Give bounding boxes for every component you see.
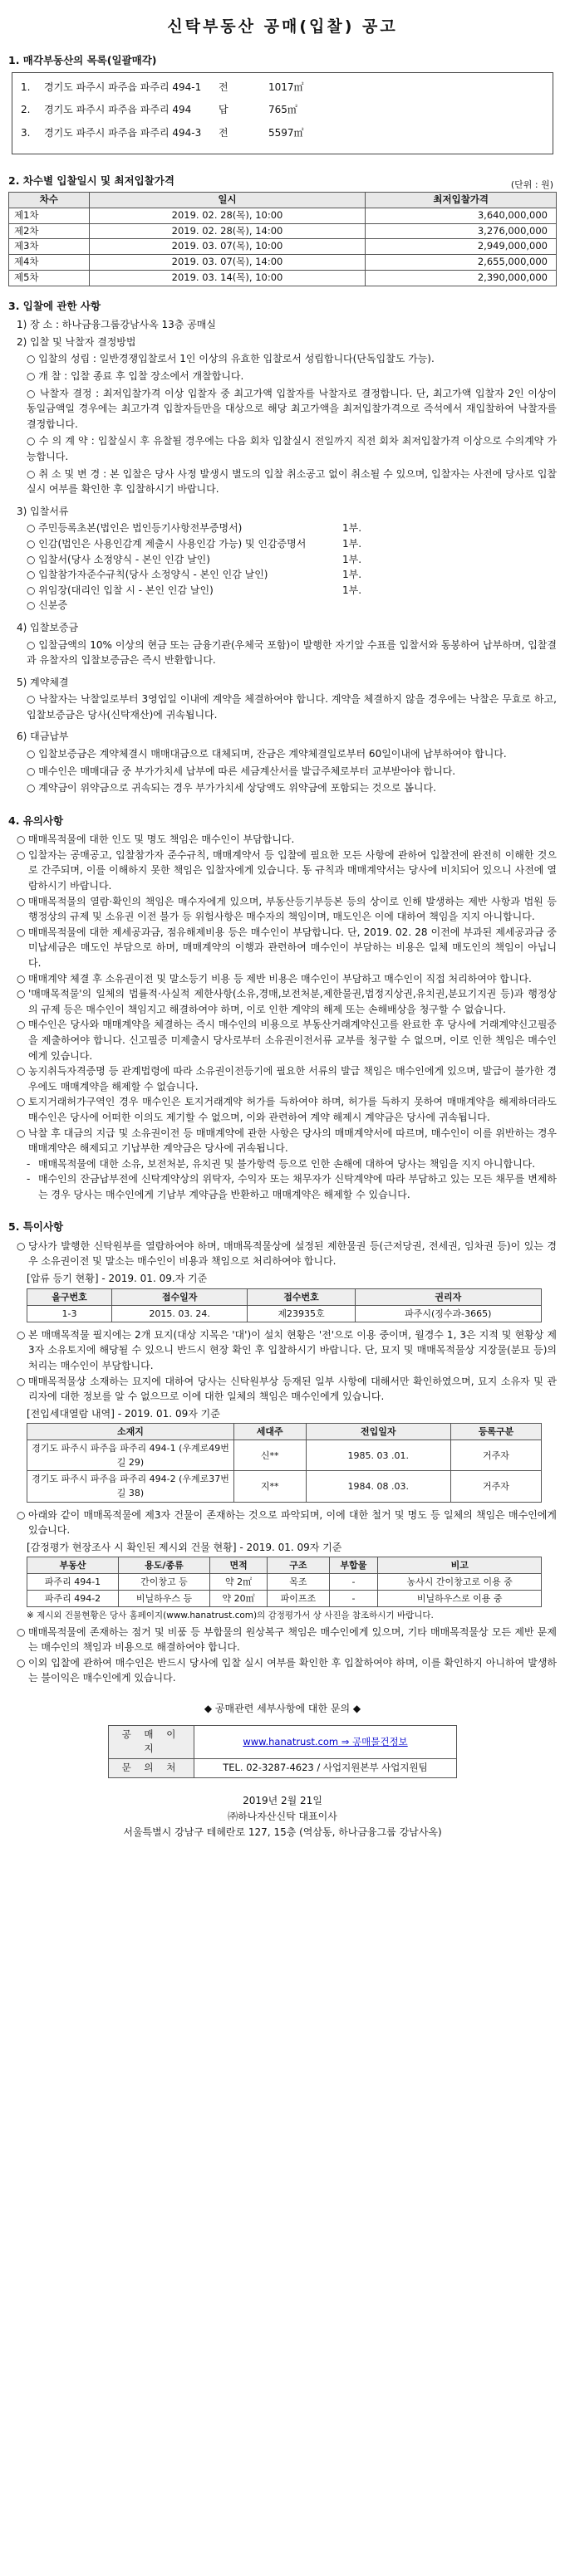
property-no: 3. <box>21 127 31 139</box>
caution-text: 매수인은 당사와 매매계약을 체결하는 즉시 매수인의 비용으로 부동산거래계약신고를 완료한 후 당사에 거래계약신고필증을 제출하여야 합니다. 신고필증 미제출시 당사로부터 소유권이전서류 교부를 청구할 수 없으며, 이로 인한 책임은 매수인에게 있습니다. <box>28 1019 557 1062</box>
price-cell: 3,276,000,000 <box>366 223 557 239</box>
column-header: 비고 <box>378 1557 542 1574</box>
table-cell: 1985. 03 .01. <box>306 1440 451 1471</box>
inquiry-banner: ◆ 공매관련 세부사항에 대한 문의 ◆ <box>204 1703 361 1715</box>
column-header: 구조 <box>268 1557 329 1574</box>
structure-table <box>27 1557 542 1607</box>
special-text: 아래와 같이 매매목적물에 제3자 건물이 존재하는 것으로 파악되며, 이에 대한 철거 및 명도 등 일체의 책임은 매수인에게 있습니다. <box>28 1508 557 1537</box>
footer-company: ㈜하나자산신탁 대표이사 <box>228 1811 337 1823</box>
list-item: ○ 입찰자는 공매공고, 입찰참가자 준수규칙, 매매계약서 등 입찰에 필요한 모든 사항에 관하여 입찰전에 완전히 이해한 것으로 간주되며, 이를 이해하지 못한 책임은 입찰자에게 있습니다. 동 규칙과 매매계약서는 당사에 비치되어 있으니 사전에 열람하시기 바랍니다. <box>17 848 557 894</box>
table-cell: 경기도 파주시 파주읍 파주리 494-1 (우계로49번길 29) <box>27 1440 234 1471</box>
table-cell: 파주시(징수과-3665) <box>355 1305 541 1322</box>
table-cell: 간이창고 등 <box>119 1574 210 1591</box>
document-name: ○ 입찰참가자준수규칙(당사 소정양식 - 본인 인감 날인) <box>27 569 268 581</box>
document-item <box>27 521 557 536</box>
round-cell: 제2차 <box>9 223 90 239</box>
list-item: ○ 낙찰 후 대금의 지급 및 소유권이전 등 매매계약에 관한 사항은 당사의 매매계약서에 따르며, 매수인이 이를 위반하는 경우 매매계약은 해제되고 기납부한 계약금은 당사에 귀속됩니다. <box>17 1126 557 1156</box>
document-name: ○ 입찰서(당사 소정양식 - 본인 인감 날인) <box>27 553 210 565</box>
table-row <box>27 1591 542 1607</box>
rule-text: ○ 입찰보증금은 계약체결시 매매대금으로 대체되며, 잔금은 계약체결일로부터 60일이내에 납부하여야 합니다. <box>27 748 507 760</box>
document-item <box>27 583 557 599</box>
seizure-table <box>27 1288 542 1322</box>
property-type: 답 <box>219 104 228 116</box>
table-cell: 목조 <box>268 1574 329 1591</box>
table-cell: 비닐하우스로 이용 중 <box>378 1591 542 1607</box>
list-item: ○ 농지취득자격증명 등 관계법령에 따라 소유권이전등기에 필요한 서류의 발급 책임은 매수인에게 있으며, 발급이 불가한 경우에도 매매계약을 해제할 수 없습니다. <box>17 1063 557 1094</box>
list-item: ○ 매매계약 체결 후 소유권이전 및 말소등기 비용 등 제반 비용은 매수인이 부담하고 매수인이 직접 처리하여야 합니다. <box>17 971 557 987</box>
contact-label: 문 의 처 <box>109 1759 194 1778</box>
column-header: 일시 <box>89 192 366 208</box>
homepage-link[interactable] <box>194 1725 457 1759</box>
table-cell: 제23935호 <box>248 1305 355 1322</box>
table-row <box>109 1725 457 1759</box>
rule-text: ○ 수 의 계 약 : 입찰실시 후 유찰될 경우에는 다음 회차 입찰실시 전일까지 직전 회차 최저입찰가격 이상으로 수의계약 가능합니다. <box>27 435 557 462</box>
page-title: 신탁부동산 공매(입찰) 공고 <box>167 17 398 36</box>
table-cell: 파주리 494-2 <box>27 1591 119 1607</box>
table-row <box>9 271 557 286</box>
caution-text: 입찰자는 공매공고, 입찰참가자 준수규칙, 매매계약서 등 입찰에 필요한 모든 사항에 관하여 입찰전에 완전히 이해한 것으로 간주되며, 이를 이해하지 못한 책임은 입찰자에게 있습니다. 동 규칙과 매매계약서는 당사에 비치되어 있으니 사전에 열람하시기 바랍니다. <box>28 848 557 892</box>
resident-table <box>27 1423 542 1502</box>
column-header: 전입일자 <box>306 1424 451 1440</box>
datetime-cell: 2019. 03. 07(목), 10:00 <box>89 239 366 255</box>
caution-text: '매매목적물'의 일체의 법률적·사실적 제한사항(소유,경매,보전처분,제한물권,법정지상권,유치권,분묘기지권 등)과 행정상의 규제 등은 매수인이 책임지고 해결하여야 하며, 이로 인한 계약의 해제 또는 손해배상을 청구할 수 없습니다. <box>28 988 557 1015</box>
table-cell: - <box>329 1574 378 1591</box>
list-item: ○ 본 매매목적물 필지에는 2개 묘지(대상 지목은 '대')이 설치 현황은 '전'으로 이용 중이며, 월경수 1, 3은 지적 및 현황상 제3자 소유토지에 해당될 수 있으니 반드시 현장 확인 후 입찰하시기 바랍니다. 단, 묘지 및 매매목적물상 지장물(분묘 등)의 처리는 매수인이 부담합니다. <box>17 1327 557 1374</box>
table-cell: 파주리 494-1 <box>27 1574 119 1591</box>
subsection-heading: 6) 대금납부 <box>17 731 69 743</box>
property-row <box>21 80 544 95</box>
column-header: 접수번호 <box>248 1288 355 1305</box>
list-item: ○ 아래와 같이 매매목적물에 제3자 건물이 존재하는 것으로 파악되며, 이에 대한 철거 및 명도 등 일체의 책임은 매수인에게 있습니다. <box>17 1508 557 1538</box>
contact-value: TEL. 02-3287-4623 / 사업지원본부 사업지원팀 <box>194 1759 457 1778</box>
rule-text: ○ 낙찰자는 낙찰일로부터 3영업일 이내에 계약을 체결하여야 합니다. 계약을 체결하지 않을 경우에는 낙찰은 무효로 하고, 입찰보증금은 당사(신탁재산)에 귀속됩니다. <box>27 693 557 721</box>
document-item <box>27 598 557 613</box>
list-item: ○ 토지거래허가구역인 경우 매수인은 토지거래계약 허가를 득하여야 하며, 허가를 득하지 못하여 매매계약을 해제하더라도 매수인은 당사에 어떠한 이의도 제기할 수 없으며, 이와 관련하여 계약 해제시 계약금은 당사에 귀속됩니다. <box>17 1094 557 1125</box>
round-cell: 제1차 <box>9 208 90 223</box>
column-header: 세대주 <box>234 1424 307 1440</box>
contact-label: 공 매 이 지 <box>109 1725 194 1759</box>
document-item <box>27 536 557 552</box>
table-note: ※ 제시외 건물현황은 당사 홈페이지(www.hanatrust.com)의 감정평가서 상 사진을 참조하시기 바랍니다. <box>27 1611 434 1621</box>
column-header: 최저입찰가격 <box>366 192 557 208</box>
list-item: ○ 매매목적물의 열람·확인의 책임은 매수자에게 있으며, 부동산등기부등본 등의 상이로 인해 발생하는 제반 사항과 법원 등 행정상의 규제 및 소유권 이전 불가 등 위험사항은 매수자의 책임이며, 매도인은 이에 대하여 책임을 지지 아니합니다. <box>17 894 557 925</box>
caution-text: 매수인의 잔금납부전에 신탁계약상의 위탁자, 수익자 또는 채무자가 신탁계약에 따라 부담하고 있는 모든 채무를 변제하는 경우 당사는 매수인에게 기납부 계약금을 반환하고 매매계약은 해제할 수 있습니다. <box>38 1173 557 1200</box>
column-header: 차수 <box>9 192 90 208</box>
document-count: 1부. <box>342 537 362 550</box>
list-item: ○ 매매목적물에 존재하는 점거 및 비품 등 부합물의 원상복구 책임은 매수인에게 있으며, 기타 매매목적물상 모든 제반 문제는 매수인의 책임과 비용으로 해결하여야 합니다. <box>17 1625 557 1655</box>
price-cell: 3,640,000,000 <box>366 208 557 223</box>
table-cell: 비닐하우스 등 <box>119 1591 210 1607</box>
caution-text: 토지거래허가구역인 경우 매수인은 토지거래계약 허가를 득하여야 하며, 허가를 득하지 못하여 매매계약을 해제하더라도 매수인은 당사에 어떠한 이의도 제기할 수 없으며, 이와 관련하여 계약 해제시 계약금은 당사에 귀속됩니다. <box>28 1096 557 1123</box>
property-row <box>21 102 544 118</box>
list-item: ○ 매매목적물에 대한 제세공과금, 점유해제비용 등은 매수인이 부담합니다. 단, 2019. 02. 28 이전에 부과된 제세공과금 중 미납세금은 매도인 부담으로 하며, 매매계약의 이행과 관련하여 매수인이 부담하는 비용은 일체 매도인의 책임이 아닙니다. <box>17 925 557 971</box>
footer <box>8 1793 557 1841</box>
document-count: 1부. <box>342 584 362 596</box>
rule-text: ○ 낙찰자 결정 : 최저입찰가격 이상 입찰자 중 최고가액 입찰자를 낙찰자로 결정합니다. 단, 최고가액 입찰자 2인 이상이 동일금액일 경우에는 최고가격 입찰자들만을 대상으로 해당 최고가액을 최저입찰가격으로 즉석에서 재입찰하여 낙찰자를 결정합니다. <box>27 387 557 430</box>
document-item <box>27 552 557 568</box>
property-address: 경기도 파주시 파주읍 파주리 494-1 <box>44 81 202 93</box>
table-cell: 거주자 <box>451 1471 542 1502</box>
column-header: 소재지 <box>27 1424 234 1440</box>
list-item: - 매매목적물에 대한 소유, 보전처분, 유치권 및 불가항력 등으로 인한 손해에 대하여 당사는 책임을 지지 아니합니다. <box>27 1156 557 1172</box>
table-cell: 파이프조 <box>268 1591 329 1607</box>
section-3-heading: 3. 입찰에 관한 사항 <box>8 299 101 312</box>
caution-text: 매매계약 체결 후 소유권이전 및 말소등기 비용 등 제반 비용은 매수인이 부담하고 매수인이 직접 처리하여야 합니다. <box>28 972 532 985</box>
footer-address: 서울특별시 강남구 테헤란로 127, 15층 (역삼동, 하나금융그룹 강남사옥) <box>123 1826 442 1839</box>
section-4-heading: 4. 유의사항 <box>8 814 64 827</box>
property-address: 경기도 파주시 파주읍 파주리 494 <box>44 104 192 116</box>
column-header: 등록구분 <box>451 1424 542 1440</box>
table-cell: 농사시 간이창고로 이용 중 <box>378 1574 542 1591</box>
property-area: 5597㎡ <box>268 127 304 139</box>
document-count: 1부. <box>342 569 362 581</box>
column-header: 부합물 <box>329 1557 378 1574</box>
caution-text: 매매목적물의 열람·확인의 책임은 매수자에게 있으며, 부동산등기부등본 등의 상이로 인해 발생하는 제반 사항과 법원 등 행정상의 규제 및 소유권 이전 불가 등 위험사항은 매수자의 책임이며, 매도인은 이에 대하여 책임을 지지 아니합니다. <box>28 895 557 923</box>
special-text: 이외 입찰에 관하여 매수인은 반드시 당사에 입찰 실시 여부를 확인한 후 입찰하여야 하며, 이를 확인하지 아니하여 발생하는 불이익은 매수인에게 있습니다. <box>28 1656 557 1684</box>
round-cell: 제3차 <box>9 239 90 255</box>
datetime-cell: 2019. 03. 14(목), 10:00 <box>89 271 366 286</box>
table-row <box>27 1440 542 1471</box>
document-count: 1부. <box>342 553 362 565</box>
table-cell: 2015. 03. 24. <box>112 1305 248 1322</box>
list-item: ○ 당사가 발행한 신탁원부를 열람하여야 하며, 매매목적물상에 설정된 제한물권 등(근저당권, 전세권, 임차권 등)이 있는 경우 소유권이전 및 말소는 매수인이 비용과 책임으로 처리하여야 합니다. <box>17 1239 557 1269</box>
table-cell: 거주자 <box>451 1440 542 1471</box>
table-row <box>109 1759 457 1778</box>
list-item: ○ '매매목적물'의 일체의 법률적·사실적 제한사항(소유,경매,보전처분,제한물권,법정지상권,유치권,분묘기지권 등)과 행정상의 규제 등은 매수인이 책임지고 해결하여야 하며, 이로 인한 계약의 해제 또는 손해배상을 청구할 수 없습니다. <box>17 986 557 1017</box>
property-area: 1017㎡ <box>268 81 304 93</box>
table-cell: 1-3 <box>27 1305 112 1322</box>
subsection-heading: 5) 계약체결 <box>17 676 69 688</box>
table-cell: 지** <box>234 1471 307 1502</box>
subsection-heading: 4) 입찰보증금 <box>17 621 79 633</box>
price-cell: 2,655,000,000 <box>366 255 557 271</box>
table-cell: 약 2㎡ <box>209 1574 267 1591</box>
column-header: 용도/종류 <box>119 1557 210 1574</box>
caution-text: 매매목적물에 대한 인도 및 명도 책임은 매수인이 부담합니다. <box>28 833 295 846</box>
list-item: ○ 매매목적물상 소재하는 묘지에 대하여 당사는 신탁원부상 등재된 일부 사항에 대해서만 확인하였으며, 묘지 소유자 및 관리자에 대한 정보를 알 수 없으므로 이에 대한 일체의 책임은 매수인에게 있습니다. <box>17 1374 557 1405</box>
caution-text: 농지취득자격증명 등 관계법령에 따라 소유권이전등기에 필요한 서류의 발급 책임은 매수인에게 있으며, 발급이 불가한 경우에도 매매계약을 해제할 수 없습니다. <box>28 1065 557 1092</box>
property-no: 1. <box>21 81 31 93</box>
special-text: 매매목적물상 소재하는 묘지에 대하여 당사는 신탁원부상 등재된 일부 사항에 대해서만 확인하였으며, 묘지 소유자 및 관리자에 대한 정보를 알 수 없으므로 이에 대한 일체의 책임은 매수인에게 있습니다. <box>28 1375 557 1403</box>
place-line: 1) 장 소 : 하나금융그룹강남사옥 13층 공매실 <box>17 319 216 331</box>
document-name: ○ 신분증 <box>27 599 68 612</box>
property-type: 전 <box>219 81 228 93</box>
homepage-link-text[interactable]: www.hanatrust.com ⇒ 공매물건정보 <box>243 1735 408 1747</box>
table-row <box>9 208 557 223</box>
price-cell: 2,390,000,000 <box>366 271 557 286</box>
table-row <box>9 239 557 255</box>
list-item: - 매수인의 잔금납부전에 신탁계약상의 위탁자, 수익자 또는 채무자가 신탁계약에 따라 부담하고 있는 모든 채무를 변제하는 경우 당사는 매수인에게 기납부 계약금을 반환하고 매매계약은 해제할 수 있습니다. <box>27 1171 557 1202</box>
column-header: 권리자 <box>355 1288 541 1305</box>
column-header: 면적 <box>209 1557 267 1574</box>
document-name: ○ 주민등록초본(법인은 법인등기사항전부증명서) <box>27 522 243 535</box>
unit-label: (단위 : 원) <box>510 178 553 190</box>
round-cell: 제5차 <box>9 271 90 286</box>
property-type: 전 <box>219 127 228 139</box>
datetime-cell: 2019. 02. 28(목), 14:00 <box>89 223 366 239</box>
table-header-row <box>9 192 557 208</box>
list-item: ○ 매매목적물에 대한 인도 및 명도 책임은 매수인이 부담합니다. <box>17 832 557 848</box>
column-header: 접수일자 <box>112 1288 248 1305</box>
rule-text: ○ 취 소 및 변 경 : 본 입찰은 당사 사정 발생시 별도의 입찰 취소공고 없이 취소될 수 있으며, 입찰자는 사전에 당사로 입찰 실시 여부를 확인한 후 입찰하시기 바랍니다. <box>27 467 557 496</box>
column-header: 을구번호 <box>27 1288 112 1305</box>
datetime-cell: 2019. 02. 28(목), 10:00 <box>89 208 366 223</box>
datetime-cell: 2019. 03. 07(목), 14:00 <box>89 255 366 271</box>
table-cell: 경기도 파주시 파주읍 파주리 494-2 (우계로37번길 38) <box>27 1471 234 1502</box>
table-cell: 약 20㎡ <box>209 1591 267 1607</box>
section-1-heading: 1. 매각부동산의 목록(일괄매각) <box>8 54 157 67</box>
table-caption: [압류 등기 현황] - 2019. 01. 09.자 기준 <box>27 1273 208 1285</box>
table-row <box>9 223 557 239</box>
document-item <box>27 567 557 583</box>
price-cell: 2,949,000,000 <box>366 239 557 255</box>
section-5-heading: 5. 특이사항 <box>8 1220 64 1234</box>
rule-text: ○ 입찰의 성립 : 일반경쟁입찰로서 1인 이상의 유효한 입찰로서 성립합니다(단독입찰도 가능). <box>27 353 435 365</box>
table-cell: - <box>329 1591 378 1607</box>
property-address: 경기도 파주시 파주읍 파주리 494-3 <box>44 127 202 139</box>
property-row <box>21 125 544 141</box>
property-list <box>12 72 553 154</box>
special-text: 본 매매목적물 필지에는 2개 묘지(대상 지목은 '대')이 설치 현황은 '전'으로 이용 중이며, 월경수 1, 3은 지적 및 현황상 제3자 소유토지에 해당될 수 있으니 반드시 현장 확인 후 입찰하시기 바랍니다. 단, 묘지 및 매매목적물상 지장물(분묘 등)의 처리는 매수인이 부담합니다. <box>28 1328 557 1371</box>
document-name: ○ 인감(법인은 사용인감계 제출시 사용인감 가능) 및 인감증명서 <box>27 537 307 550</box>
rule-text: ○ 개 찰 : 입찰 종료 후 입찰 장소에서 개찰합니다. <box>27 370 244 382</box>
table-caption: [감정평가 현장조사 시 확인된 제시외 건물 현황] - 2019. 01. 09자 기준 <box>27 1541 342 1553</box>
caution-text: 매매목적물에 대한 제세공과금, 점유해제비용 등은 매수인이 부담합니다. 단, 2019. 02. 28 이전에 부과된 제세공과금 중 미납세금은 매도인 부담으로 하며, 매매계약의 이행과 관련하여 매수인이 부담하는 비용은 일체 매도인의 책임이 아닙니다. <box>28 926 557 969</box>
table-row <box>9 255 557 271</box>
section-2-heading: 2. 차수별 입찰일시 및 최저입찰가격 <box>8 174 174 187</box>
document-count: 1부. <box>342 522 362 535</box>
column-header: 부동산 <box>27 1557 119 1574</box>
list-item: ○ 매수인은 당사와 매매계약을 체결하는 즉시 매수인의 비용으로 부동산거래계약신고를 완료한 후 당사에 거래계약신고필증을 제출하여야 합니다. 신고필증 미제출시 당사로부터 소유권이전서류 교부를 청구할 수 없으며, 이로 인한 책임은 매수인에게 있습니다. <box>17 1017 557 1063</box>
rule-text: ○ 계약금이 위약금으로 귀속되는 경우 부가가치세 상당액도 위약금에 포함되는 것으로 봅니다. <box>27 782 436 794</box>
special-text: 매매목적물에 존재하는 점거 및 비품 등 부합물의 원상복구 책임은 매수인에게 있으며, 기타 매매목적물상 모든 제반 문제는 매수인의 책임과 비용으로 해결하여야 합니다. <box>28 1625 557 1654</box>
table-caption: [전입세대열람 내역] - 2019. 01. 09자 기준 <box>27 1407 220 1420</box>
bid-schedule-table <box>8 192 557 286</box>
round-cell: 제4차 <box>9 255 90 271</box>
footer-date: 2019년 2월 21일 <box>243 1795 322 1807</box>
subsection-heading: 2) 입찰 및 낙찰자 결정방법 <box>17 335 136 348</box>
property-no: 2. <box>21 104 31 116</box>
caution-text: 낙찰 후 대금의 지급 및 소유권이전 등 매매계약에 관한 사항은 당사의 매매계약서에 따르며, 매수인이 이를 위반하는 경우 매매계약은 해제되고 기납부한 계약금은 당사에 귀속됩니다. <box>28 1127 557 1155</box>
table-row <box>27 1471 542 1502</box>
property-area: 765㎡ <box>268 104 297 116</box>
special-text: 당사가 발행한 신탁원부를 열람하여야 하며, 매매목적물상에 설정된 제한물권 등(근저당권, 전세권, 임차권 등)이 있는 경우 소유권이전 및 말소는 매수인이 비용과 책임으로 처리하여야 합니다. <box>28 1239 557 1268</box>
table-cell: 신** <box>234 1440 307 1471</box>
table-cell: 1984. 08 .03. <box>306 1471 451 1502</box>
document-name: ○ 위임장(대리인 입찰 시 - 본인 인감 날인) <box>27 584 214 596</box>
rule-text: ○ 매수인은 매매대금 중 부가가치세 납부에 따른 세금계산서를 발급주체로부터 교부받아야 합니다. <box>27 765 456 777</box>
caution-text: 매매목적물에 대한 소유, 보전처분, 유치권 및 불가항력 등으로 인한 손해에 대하여 당사는 책임을 지지 아니합니다. <box>38 1157 536 1170</box>
rule-text: ○ 입찰금액의 10% 이상의 현금 또는 금융기관(우체국 포함)이 발행한 자기앞 수표를 입찰서와 동봉하여 납부하며, 입찰결과 유찰자의 입찰보증금은 즉시 반환합니다. <box>27 638 557 667</box>
contact-table <box>108 1725 457 1778</box>
list-item: ○ 이외 입찰에 관하여 매수인은 반드시 당사에 입찰 실시 여부를 확인한 후 입찰하여야 하며, 이를 확인하지 아니하여 발생하는 불이익은 매수인에게 있습니다. <box>17 1655 557 1686</box>
table-row <box>27 1574 542 1591</box>
table-row <box>27 1305 542 1322</box>
subsection-heading: 3) 입찰서류 <box>17 505 69 517</box>
